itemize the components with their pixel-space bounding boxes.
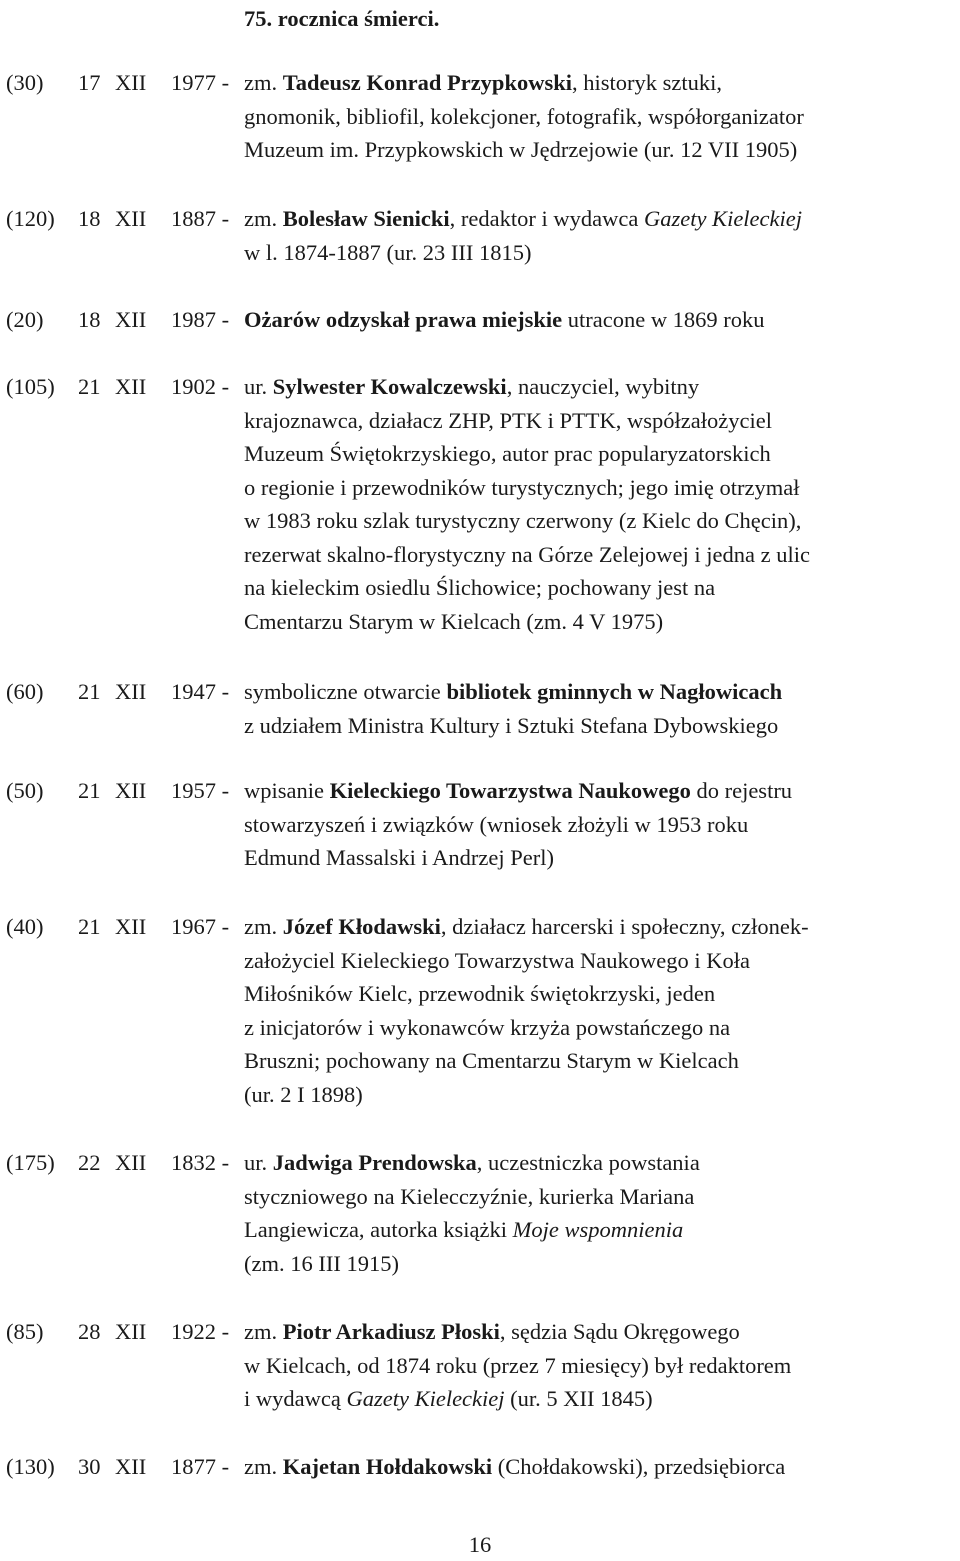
entry-year: 1902 -: [171, 374, 230, 399]
text-segment: Cmentarzu Starym w Kielcach (zm. 4 V 1975): [244, 608, 664, 634]
text-segment: w Kielcach, od 1874 roku (przez 7 miesięcy) był redaktorem: [244, 1352, 792, 1378]
text-segment: Langiewicza, autorka książki: [244, 1217, 513, 1242]
entry-day: 18: [78, 307, 101, 332]
title-italic: Gazety Kieleckiej: [346, 1386, 505, 1411]
description-line: [244, 709, 956, 743]
entry-month: XII: [115, 679, 147, 704]
highlighted-name: Kieleckiego Towarzystwa Naukowego: [329, 778, 691, 803]
description-line: [244, 66, 956, 100]
entry-description: [244, 1450, 956, 1484]
text-segment: wpisanie: [244, 778, 330, 803]
text-segment: (zm. 16 III 1915): [244, 1250, 399, 1276]
text-segment: , sędzia Sądu Okręgowego: [499, 1319, 740, 1344]
text-segment: i wydawcą: [244, 1386, 347, 1411]
anniversary-number: (50): [6, 778, 44, 803]
text-segment: Miłośników Kielc, przewodnik świętokrzyski, jeden: [244, 981, 716, 1006]
entry-day: 21: [78, 778, 101, 803]
entry-day: 17: [78, 70, 101, 95]
text-segment: gnomonik, bibliofil, kolekcjoner, fotografik, współorganizator: [244, 103, 804, 129]
highlighted-name: Sylwester Kowalczewski: [272, 374, 507, 399]
description-line: [244, 202, 956, 236]
text-segment: na kieleckim osiedlu Ślichowice; pochowany jest na: [244, 575, 716, 600]
text-segment: założyciel Kieleckiego Towarzystwa Naukowego i Koła: [244, 947, 750, 973]
description-line: [244, 944, 956, 978]
entry-description: [244, 303, 956, 337]
entry-month: XII: [115, 307, 147, 332]
highlighted-name: Jadwiga Prendowska: [272, 1150, 477, 1175]
text-segment: zm.: [244, 1454, 283, 1479]
entry-month: XII: [115, 1454, 147, 1479]
entry-year: 1877 -: [171, 1454, 230, 1479]
entry-description: [244, 675, 956, 742]
entry-year: 1887 -: [171, 206, 230, 231]
entry-day: 18: [78, 206, 101, 231]
highlighted-name: Piotr Arkadiusz Płoski: [282, 1319, 500, 1344]
anniversary-number: (30): [6, 70, 44, 95]
description-line: [244, 1011, 956, 1045]
text-segment: krajoznawca, działacz ZHP, PTK i PTTK, współzałożyciel: [244, 407, 772, 433]
entry-day: 21: [78, 679, 101, 704]
highlighted-name: Józef Kłodawski: [282, 914, 441, 939]
text-segment: z inicjatorów i wykonawców krzyża powstańczego na: [244, 1014, 731, 1040]
anniversary-number: (20): [6, 307, 44, 332]
description-line: [244, 100, 956, 134]
text-segment: o regionie i przewodników turystycznych; jego imię otrzymał: [244, 474, 800, 500]
entry-month: XII: [115, 374, 147, 399]
description-line: [244, 910, 956, 944]
entry-month: XII: [115, 206, 147, 231]
anniversary-number: (60): [6, 679, 44, 704]
entry-description: [244, 774, 956, 875]
entry-description: [244, 370, 956, 638]
entry-month: XII: [115, 70, 147, 95]
description-line: [244, 774, 956, 808]
description-line: [244, 571, 956, 605]
text-segment: Edmund Massalski i Andrzej Perl): [244, 845, 554, 870]
description-line: [244, 1247, 956, 1281]
anniversary-number: (175): [6, 1150, 55, 1175]
text-segment: utracone w 1869 roku: [562, 307, 765, 332]
description-line: [244, 675, 956, 709]
description-line: [244, 504, 956, 538]
text-segment: Muzeum im. Przypkowskich w Jędrzejowie (ur. 12 VII 1905): [244, 137, 798, 162]
page-number: 16: [468, 1532, 492, 1557]
description-line: [244, 1382, 956, 1416]
description-line: [244, 133, 956, 167]
text-segment: ur.: [244, 1150, 273, 1175]
text-segment: symboliczne otwarcie: [244, 679, 447, 704]
description-line: [244, 808, 956, 842]
text-segment: (ur. 5 XII 1845): [504, 1386, 653, 1411]
highlighted-name: Ożarów odzyskał prawa miejskie: [244, 307, 563, 332]
anniversary-number: (85): [6, 1319, 44, 1344]
description-line: [244, 370, 956, 404]
entry-month: XII: [115, 1319, 147, 1344]
anniversary-number: (40): [6, 914, 44, 939]
entry-day: 21: [78, 374, 101, 399]
text-segment: , historyk sztuki,: [571, 70, 722, 95]
description-line: [244, 437, 956, 471]
entry-year: 1947 -: [171, 679, 230, 704]
text-segment: zm.: [244, 914, 283, 939]
highlighted-name: Tadeusz Konrad Przypkowski: [282, 70, 572, 95]
description-line: [244, 404, 956, 438]
text-segment: Bruszni; pochowany na Cmentarzu Starym w Kielcach: [244, 1048, 739, 1073]
description-line: [244, 605, 956, 639]
entry-description: [244, 910, 956, 1111]
description-line: [244, 977, 956, 1011]
entry-year: 1977 -: [171, 70, 230, 95]
text-segment: Muzeum Świętokrzyskiego, autor prac popularyzatorskich: [244, 441, 771, 466]
description-line: [244, 1180, 956, 1214]
entry-description: [244, 1146, 956, 1280]
text-segment: zm.: [244, 70, 283, 95]
text-segment: (Chołdakowski), przedsiębiorca: [492, 1454, 786, 1479]
highlighted-name: Kajetan Hołdakowski: [282, 1454, 493, 1479]
description-line: [244, 1213, 956, 1247]
description-line: [244, 538, 956, 572]
entry-description: [244, 202, 956, 269]
entry-month: XII: [115, 914, 147, 939]
highlighted-name: bibliotek gminnych w Nagłowicach: [446, 679, 783, 704]
title-italic: Moje wspomnienia: [512, 1217, 684, 1242]
text-segment: , działacz harcerski i społeczny, członek-: [440, 914, 809, 939]
title-italic: Gazety Kieleckiej: [643, 206, 803, 231]
description-line: [244, 303, 956, 337]
anniversary-number: (130): [6, 1454, 55, 1479]
text-segment: z udziałem Ministra Kultury i Sztuki Stefana Dybowskiego: [244, 712, 779, 738]
entry-month: XII: [115, 778, 147, 803]
text-segment: w 1983 roku szlak turystyczny czerwony (z Kielc do Chęcin),: [244, 508, 802, 533]
description-line: [244, 471, 956, 505]
entry-year: 1922 -: [171, 1319, 230, 1344]
text-segment: (ur. 2 I 1898): [244, 1081, 363, 1107]
description-line: [244, 1078, 956, 1112]
text-segment: stowarzyszeń i związków (wniosek złożyli w 1953 roku: [244, 811, 749, 837]
text-segment: styczniowego na Kielecczyźnie, kurierka Mariana: [244, 1183, 695, 1209]
text-segment: rezerwat skalno-florystyczny na Górze Zelejowej i jedna z ulic: [244, 541, 810, 567]
highlighted-name: Bolesław Sienicki: [282, 206, 450, 231]
text-segment: w l. 1874-1887 (ur. 23 III 1815): [244, 239, 532, 265]
entry-day: 28: [78, 1319, 101, 1344]
description-line: [244, 1315, 956, 1349]
entry-year: 1967 -: [171, 914, 230, 939]
entry-year: 1832 -: [171, 1150, 230, 1175]
text-segment: , redaktor i wydawca: [449, 206, 644, 231]
description-line: [244, 236, 956, 270]
intro-line: 75. rocznica śmierci.: [244, 6, 440, 31]
entry-description: [244, 66, 956, 167]
entry-month: XII: [115, 1150, 147, 1175]
entry-day: 30: [78, 1454, 101, 1479]
anniversary-number: (105): [6, 374, 55, 399]
entry-year: 1987 -: [171, 307, 230, 332]
text-segment: , uczestniczka powstania: [476, 1150, 700, 1175]
entry-day: 21: [78, 914, 101, 939]
text-segment: do rejestru: [690, 778, 793, 803]
text-segment: , nauczyciel, wybitny: [506, 374, 700, 399]
text-segment: zm.: [244, 206, 283, 231]
text-segment: ur.: [244, 374, 273, 399]
text-segment: zm.: [244, 1319, 283, 1344]
description-line: [244, 1044, 956, 1078]
description-line: [244, 1146, 956, 1180]
entry-year: 1957 -: [171, 778, 230, 803]
description-line: [244, 841, 956, 875]
entry-day: 22: [78, 1150, 101, 1175]
description-line: [244, 1349, 956, 1383]
description-line: [244, 1450, 956, 1484]
entry-description: [244, 1315, 956, 1416]
anniversary-number: (120): [6, 206, 55, 231]
